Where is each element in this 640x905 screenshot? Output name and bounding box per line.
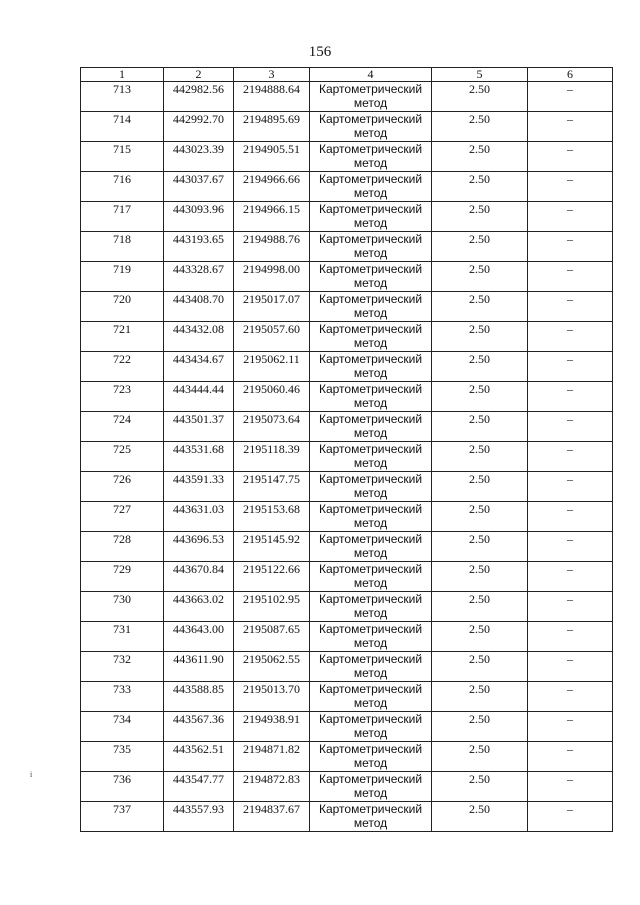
accuracy-cell: 2.50 bbox=[432, 802, 528, 832]
note-cell: – bbox=[528, 442, 613, 472]
y-coordinate-cell: 2194988.76 bbox=[234, 232, 310, 262]
table-row bbox=[81, 562, 613, 592]
y-coordinate-cell: 2194998.00 bbox=[234, 262, 310, 292]
point-number-cell: 719 bbox=[81, 262, 164, 292]
note-cell: – bbox=[528, 592, 613, 622]
accuracy-cell: 2.50 bbox=[432, 562, 528, 592]
accuracy-cell: 2.50 bbox=[432, 652, 528, 682]
accuracy-cell: 2.50 bbox=[432, 112, 528, 142]
point-number-cell: 737 bbox=[81, 802, 164, 832]
accuracy-cell: 2.50 bbox=[432, 742, 528, 772]
x-coordinate-cell: 442982.56 bbox=[164, 82, 234, 112]
point-number-cell: 734 bbox=[81, 712, 164, 742]
method-cell: Картометрический метод bbox=[310, 772, 432, 802]
point-number-cell: 729 bbox=[81, 562, 164, 592]
x-coordinate-cell: 443663.02 bbox=[164, 592, 234, 622]
note-cell: – bbox=[528, 562, 613, 592]
method-cell: Картометрический метод bbox=[310, 652, 432, 682]
note-cell: – bbox=[528, 142, 613, 172]
x-coordinate-cell: 443408.70 bbox=[164, 292, 234, 322]
x-coordinate-cell: 443562.51 bbox=[164, 742, 234, 772]
accuracy-cell: 2.50 bbox=[432, 622, 528, 652]
column-header: 4 bbox=[310, 68, 432, 82]
column-header: 3 bbox=[234, 68, 310, 82]
method-cell: Картометрический метод bbox=[310, 262, 432, 292]
y-coordinate-cell: 2194871.82 bbox=[234, 742, 310, 772]
table-row bbox=[81, 112, 613, 142]
y-coordinate-cell: 2195057.60 bbox=[234, 322, 310, 352]
accuracy-cell: 2.50 bbox=[432, 712, 528, 742]
point-number-cell: 732 bbox=[81, 652, 164, 682]
note-cell: – bbox=[528, 262, 613, 292]
y-coordinate-cell: 2194966.66 bbox=[234, 172, 310, 202]
note-cell: – bbox=[528, 712, 613, 742]
method-cell: Картометрический метод bbox=[310, 682, 432, 712]
column-header: 5 bbox=[432, 68, 528, 82]
x-coordinate-cell: 443023.39 bbox=[164, 142, 234, 172]
point-number-cell: 727 bbox=[81, 502, 164, 532]
accuracy-cell: 2.50 bbox=[432, 322, 528, 352]
y-coordinate-cell: 2194938.91 bbox=[234, 712, 310, 742]
y-coordinate-cell: 2194837.67 bbox=[234, 802, 310, 832]
x-coordinate-cell: 442992.70 bbox=[164, 112, 234, 142]
table-row bbox=[81, 532, 613, 562]
table-row bbox=[81, 382, 613, 412]
table-row bbox=[81, 742, 613, 772]
point-number-cell: 717 bbox=[81, 202, 164, 232]
note-cell: – bbox=[528, 742, 613, 772]
point-number-cell: 720 bbox=[81, 292, 164, 322]
method-cell: Картометрический метод bbox=[310, 592, 432, 622]
method-cell: Картометрический метод bbox=[310, 202, 432, 232]
note-cell: – bbox=[528, 382, 613, 412]
table-row bbox=[81, 172, 613, 202]
table-row bbox=[81, 412, 613, 442]
point-number-cell: 715 bbox=[81, 142, 164, 172]
note-cell: – bbox=[528, 292, 613, 322]
y-coordinate-cell: 2195147.75 bbox=[234, 472, 310, 502]
point-number-cell: 733 bbox=[81, 682, 164, 712]
point-number-cell: 725 bbox=[81, 442, 164, 472]
table-row bbox=[81, 142, 613, 172]
method-cell: Картометрический метод bbox=[310, 532, 432, 562]
accuracy-cell: 2.50 bbox=[432, 442, 528, 472]
accuracy-cell: 2.50 bbox=[432, 412, 528, 442]
method-cell: Картометрический метод bbox=[310, 442, 432, 472]
y-coordinate-cell: 2195062.11 bbox=[234, 352, 310, 382]
point-number-cell: 724 bbox=[81, 412, 164, 442]
note-cell: – bbox=[528, 472, 613, 502]
x-coordinate-cell: 443093.96 bbox=[164, 202, 234, 232]
table-row bbox=[81, 82, 613, 112]
point-number-cell: 731 bbox=[81, 622, 164, 652]
method-cell: Картометрический метод bbox=[310, 322, 432, 352]
coordinates-table bbox=[80, 67, 613, 832]
note-cell: – bbox=[528, 82, 613, 112]
point-number-cell: 726 bbox=[81, 472, 164, 502]
method-cell: Картометрический метод bbox=[310, 382, 432, 412]
y-coordinate-cell: 2195060.46 bbox=[234, 382, 310, 412]
method-cell: Картометрический метод bbox=[310, 112, 432, 142]
accuracy-cell: 2.50 bbox=[432, 772, 528, 802]
method-cell: Картометрический метод bbox=[310, 802, 432, 832]
method-cell: Картометрический метод bbox=[310, 562, 432, 592]
accuracy-cell: 2.50 bbox=[432, 502, 528, 532]
x-coordinate-cell: 443193.65 bbox=[164, 232, 234, 262]
accuracy-cell: 2.50 bbox=[432, 382, 528, 412]
x-coordinate-cell: 443588.85 bbox=[164, 682, 234, 712]
x-coordinate-cell: 443432.08 bbox=[164, 322, 234, 352]
table-row bbox=[81, 232, 613, 262]
accuracy-cell: 2.50 bbox=[432, 202, 528, 232]
accuracy-cell: 2.50 bbox=[432, 592, 528, 622]
x-coordinate-cell: 443591.33 bbox=[164, 472, 234, 502]
point-number-cell: 714 bbox=[81, 112, 164, 142]
note-cell: – bbox=[528, 772, 613, 802]
y-coordinate-cell: 2195118.39 bbox=[234, 442, 310, 472]
table-row bbox=[81, 442, 613, 472]
point-number-cell: 721 bbox=[81, 322, 164, 352]
table-row bbox=[81, 502, 613, 532]
note-cell: – bbox=[528, 232, 613, 262]
note-cell: – bbox=[528, 622, 613, 652]
method-cell: Картометрический метод bbox=[310, 352, 432, 382]
method-cell: Картометрический метод bbox=[310, 172, 432, 202]
y-coordinate-cell: 2195017.07 bbox=[234, 292, 310, 322]
accuracy-cell: 2.50 bbox=[432, 142, 528, 172]
note-cell: – bbox=[528, 652, 613, 682]
method-cell: Картометрический метод bbox=[310, 472, 432, 502]
table-row bbox=[81, 472, 613, 502]
note-cell: – bbox=[528, 502, 613, 532]
method-cell: Картометрический метод bbox=[310, 622, 432, 652]
note-cell: – bbox=[528, 202, 613, 232]
accuracy-cell: 2.50 bbox=[432, 532, 528, 562]
method-cell: Картометрический метод bbox=[310, 232, 432, 262]
table-row bbox=[81, 262, 613, 292]
table-row bbox=[81, 592, 613, 622]
x-coordinate-cell: 443037.67 bbox=[164, 172, 234, 202]
y-coordinate-cell: 2194872.83 bbox=[234, 772, 310, 802]
table-row bbox=[81, 322, 613, 352]
y-coordinate-cell: 2194905.51 bbox=[234, 142, 310, 172]
method-cell: Картометрический метод bbox=[310, 82, 432, 112]
x-coordinate-cell: 443444.44 bbox=[164, 382, 234, 412]
note-cell: – bbox=[528, 802, 613, 832]
column-header: 2 bbox=[164, 68, 234, 82]
note-cell: – bbox=[528, 412, 613, 442]
accuracy-cell: 2.50 bbox=[432, 682, 528, 712]
method-cell: Картометрический метод bbox=[310, 142, 432, 172]
x-coordinate-cell: 443643.00 bbox=[164, 622, 234, 652]
accuracy-cell: 2.50 bbox=[432, 352, 528, 382]
accuracy-cell: 2.50 bbox=[432, 472, 528, 502]
point-number-cell: 718 bbox=[81, 232, 164, 262]
point-number-cell: 713 bbox=[81, 82, 164, 112]
table-row bbox=[81, 292, 613, 322]
table-row bbox=[81, 772, 613, 802]
table-row bbox=[81, 712, 613, 742]
x-coordinate-cell: 443670.84 bbox=[164, 562, 234, 592]
note-cell: – bbox=[528, 532, 613, 562]
table-row bbox=[81, 802, 613, 832]
x-coordinate-cell: 443567.36 bbox=[164, 712, 234, 742]
y-coordinate-cell: 2195145.92 bbox=[234, 532, 310, 562]
x-coordinate-cell: 443611.90 bbox=[164, 652, 234, 682]
point-number-cell: 730 bbox=[81, 592, 164, 622]
method-cell: Картометрический метод bbox=[310, 412, 432, 442]
x-coordinate-cell: 443557.93 bbox=[164, 802, 234, 832]
x-coordinate-cell: 443547.77 bbox=[164, 772, 234, 802]
x-coordinate-cell: 443531.68 bbox=[164, 442, 234, 472]
method-cell: Картометрический метод bbox=[310, 742, 432, 772]
y-coordinate-cell: 2195153.68 bbox=[234, 502, 310, 532]
x-coordinate-cell: 443696.53 bbox=[164, 532, 234, 562]
x-coordinate-cell: 443631.03 bbox=[164, 502, 234, 532]
y-coordinate-cell: 2194895.69 bbox=[234, 112, 310, 142]
accuracy-cell: 2.50 bbox=[432, 82, 528, 112]
margin-mark: i bbox=[30, 770, 33, 779]
page-number: 156 bbox=[308, 44, 332, 60]
point-number-cell: 723 bbox=[81, 382, 164, 412]
header-row bbox=[81, 68, 613, 82]
accuracy-cell: 2.50 bbox=[432, 172, 528, 202]
accuracy-cell: 2.50 bbox=[432, 232, 528, 262]
note-cell: – bbox=[528, 322, 613, 352]
method-cell: Картометрический метод bbox=[310, 292, 432, 322]
y-coordinate-cell: 2195102.95 bbox=[234, 592, 310, 622]
note-cell: – bbox=[528, 682, 613, 712]
note-cell: – bbox=[528, 352, 613, 382]
point-number-cell: 736 bbox=[81, 772, 164, 802]
note-cell: – bbox=[528, 172, 613, 202]
y-coordinate-cell: 2195122.66 bbox=[234, 562, 310, 592]
y-coordinate-cell: 2195062.55 bbox=[234, 652, 310, 682]
table-row bbox=[81, 622, 613, 652]
point-number-cell: 716 bbox=[81, 172, 164, 202]
y-coordinate-cell: 2195013.70 bbox=[234, 682, 310, 712]
accuracy-cell: 2.50 bbox=[432, 262, 528, 292]
table-row bbox=[81, 202, 613, 232]
table-row bbox=[81, 352, 613, 382]
y-coordinate-cell: 2195087.65 bbox=[234, 622, 310, 652]
table-row bbox=[81, 682, 613, 712]
accuracy-cell: 2.50 bbox=[432, 292, 528, 322]
y-coordinate-cell: 2195073.64 bbox=[234, 412, 310, 442]
point-number-cell: 735 bbox=[81, 742, 164, 772]
method-cell: Картометрический метод bbox=[310, 712, 432, 742]
column-header: 1 bbox=[81, 68, 164, 82]
note-cell: – bbox=[528, 112, 613, 142]
method-cell: Картометрический метод bbox=[310, 502, 432, 532]
y-coordinate-cell: 2194966.15 bbox=[234, 202, 310, 232]
x-coordinate-cell: 443501.37 bbox=[164, 412, 234, 442]
table-row bbox=[81, 652, 613, 682]
point-number-cell: 722 bbox=[81, 352, 164, 382]
point-number-cell: 728 bbox=[81, 532, 164, 562]
column-header: 6 bbox=[528, 68, 613, 82]
x-coordinate-cell: 443328.67 bbox=[164, 262, 234, 292]
y-coordinate-cell: 2194888.64 bbox=[234, 82, 310, 112]
x-coordinate-cell: 443434.67 bbox=[164, 352, 234, 382]
